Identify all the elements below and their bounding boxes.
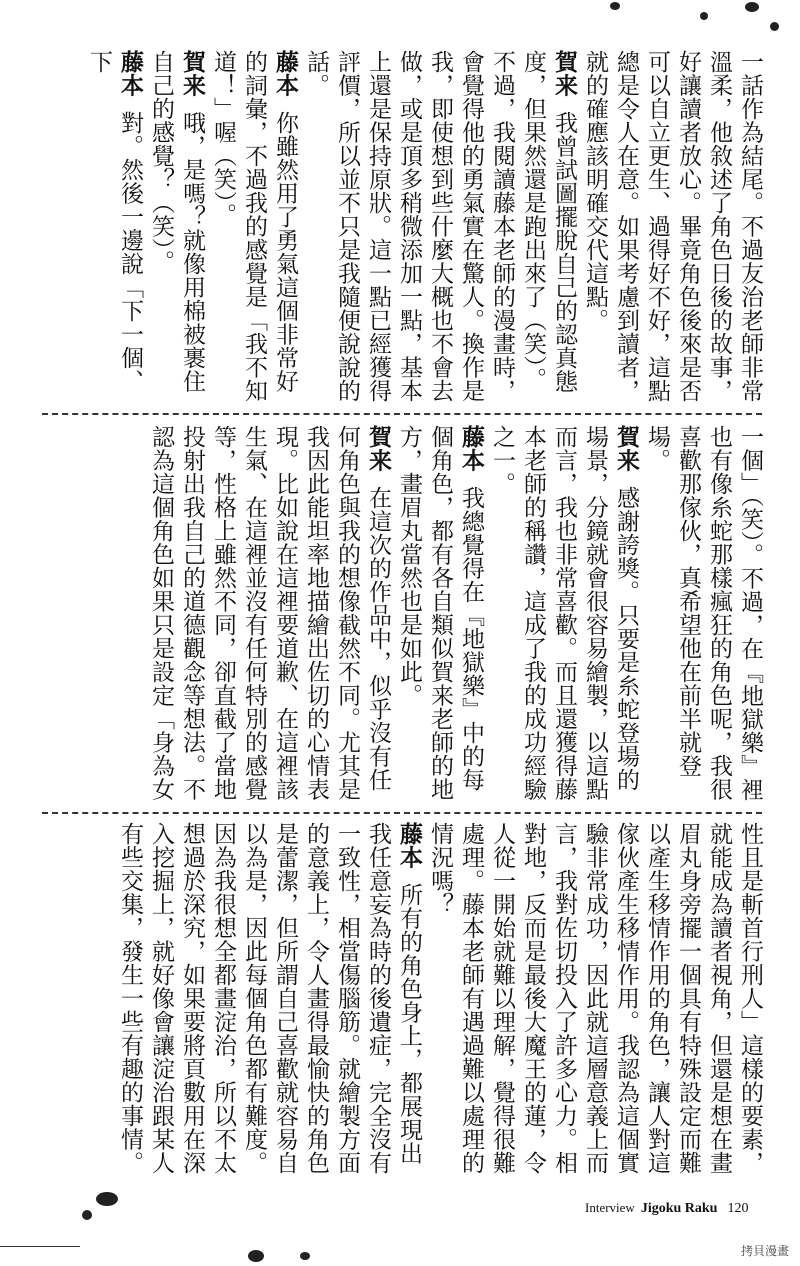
- speaker-name: 藤本: [396, 822, 422, 869]
- paragraph: [424, 822, 765, 1182]
- paragraph-text: 性且是斬首行刑人」這樣的要素，就能成為讀者視角，但還是想在畫眉丸身旁擺一個具有特殊設定而難以產生移情作用的角色，讓人對這傢伙產生移情作用。我認為這個實驗非常成功，因此就這層意義上而言，我對佐切投入了許多心力。相對地，反而是最後大魔王的蓮，令人從一開始就難以理解，覺得很難處理。藤本老師有遇過難以處理的情況嗎？: [427, 822, 763, 1175]
- paragraph: [393, 425, 486, 805]
- paragraph: [300, 50, 579, 410]
- paragraph: [114, 822, 424, 1182]
- ink-blot: [770, 22, 779, 31]
- watermark: 拷貝漫畫: [738, 1241, 792, 1260]
- ink-blot: [248, 1250, 264, 1262]
- ink-blot: [82, 1210, 92, 1220]
- footer-label: Interview: [585, 1200, 635, 1215]
- paragraph: [486, 425, 641, 805]
- speaker-name: 賀来: [551, 50, 577, 97]
- text-block-3: [50, 822, 765, 1182]
- ink-blot: [610, 2, 620, 10]
- paragraph-text: 一話作為結尾。不過友治老師非常溫柔，他敘述了角色日後的故事，好讓讀者放心。畢竟角色後來是否可以自立更生、過得好不好，這點總是令人在意。如果考慮到讀者，就的確應該明確交代這點。: [582, 50, 763, 403]
- ink-blot: [745, 2, 759, 12]
- footer-title: Jigoku Raku: [640, 1201, 718, 1216]
- edge-line: [0, 1246, 80, 1247]
- paragraph: [145, 50, 207, 410]
- paragraph-text: 哦，是嗎？就像用棉被裹住自己的感覺？（笑）。: [148, 50, 205, 393]
- paragraph: [145, 425, 393, 805]
- paragraph-text: 我曾試圖擺脫自己的認真態度，但果然還是跑出來了（笑）。不過，我閱讀藤本老師的漫畫時，會覺得他的勇氣實在驚人。換作是我，即使想到些什麼大概也不會去做，或是頂多稍微添加一點，基本上還是保持原狀。這一點已經獲得評價，所以並不只是我隨便說說的話。: [303, 50, 577, 403]
- text-block-2: [50, 425, 765, 805]
- vertical-text-3: [114, 822, 765, 1182]
- speaker-name: 藤本: [458, 425, 484, 472]
- paragraph: [579, 50, 765, 410]
- paragraph: [207, 50, 300, 410]
- speaker-name: 賀来: [179, 50, 205, 97]
- ink-blot: [700, 12, 708, 20]
- section-divider: [42, 812, 762, 814]
- paragraph-text: 對。然後一邊說「下一個、下: [86, 50, 143, 393]
- ink-blot: [300, 1252, 310, 1260]
- paragraph: [641, 425, 765, 805]
- paragraph-text: 一個」（笑）。不過，在『地獄樂』裡也有像糸蛇那樣瘋狂的角色呢，我很喜歡那傢伙，真希望他在前半就登場。: [644, 425, 763, 802]
- speaker-name: 賀来: [613, 425, 639, 472]
- speaker-name: 藤本: [272, 50, 298, 97]
- ink-blot: [96, 1192, 118, 1206]
- page-footer: [585, 1200, 748, 1217]
- speaker-name: 賀来: [365, 425, 391, 472]
- vertical-text-1: [83, 50, 765, 410]
- speaker-name: 藤本: [117, 50, 143, 97]
- page-number: 120: [727, 1201, 749, 1216]
- paragraph-text: 所有的角色身上，都展現出我任意妄為時的後遺症，完全沒有一致性，相當傷腦筋。就繪製方面的意義上，令人畫得最愉快的角色是蕾潔，但所謂自己喜歡就容易自以為是，因此每個角色都有難度。因為我很想全都畫淀治，所以不太想過於深究，如果要將頁數用在深入挖掘上，就好像會讓淀治跟某人有些交集，發生一些有趣的事情。: [117, 822, 422, 1175]
- text-block-1: [50, 50, 765, 410]
- paragraph-text: 我總覺得在『地獄樂』中的每個角色，都有各自類似賀来老師的地方，畫眉丸當然也是如此。: [396, 425, 484, 801]
- paragraph: [83, 50, 145, 410]
- paragraph-text: 感謝誇獎。只要是糸蛇登場的場景，分鏡就會很容易繪製，以這點而言，我也非常喜歡。而且還獲得藤本老師的稱讚，這成了我的成功經驗之一。: [489, 425, 639, 801]
- paragraph-text: 你雖然用了勇氣這個非常好的詞彙，不過我的感覺是「我不知道！」喔（笑）。: [210, 50, 298, 403]
- paragraph-text: 在這次的作品中，似乎沒有任何角色與我的想像截然不同。尤其是我因此能坦率地描繪出佐切的心情表現。比如說在這裡要道歉、在這裡該生氣、在這裡並沒有任何特別的感覺等，性格上雖然不同，卻直截了當地投射出我自己的道德觀念等想法。不認為這個角色如果只是設定「身為女: [148, 425, 391, 801]
- section-divider: [42, 413, 762, 415]
- vertical-text-2: [145, 425, 765, 805]
